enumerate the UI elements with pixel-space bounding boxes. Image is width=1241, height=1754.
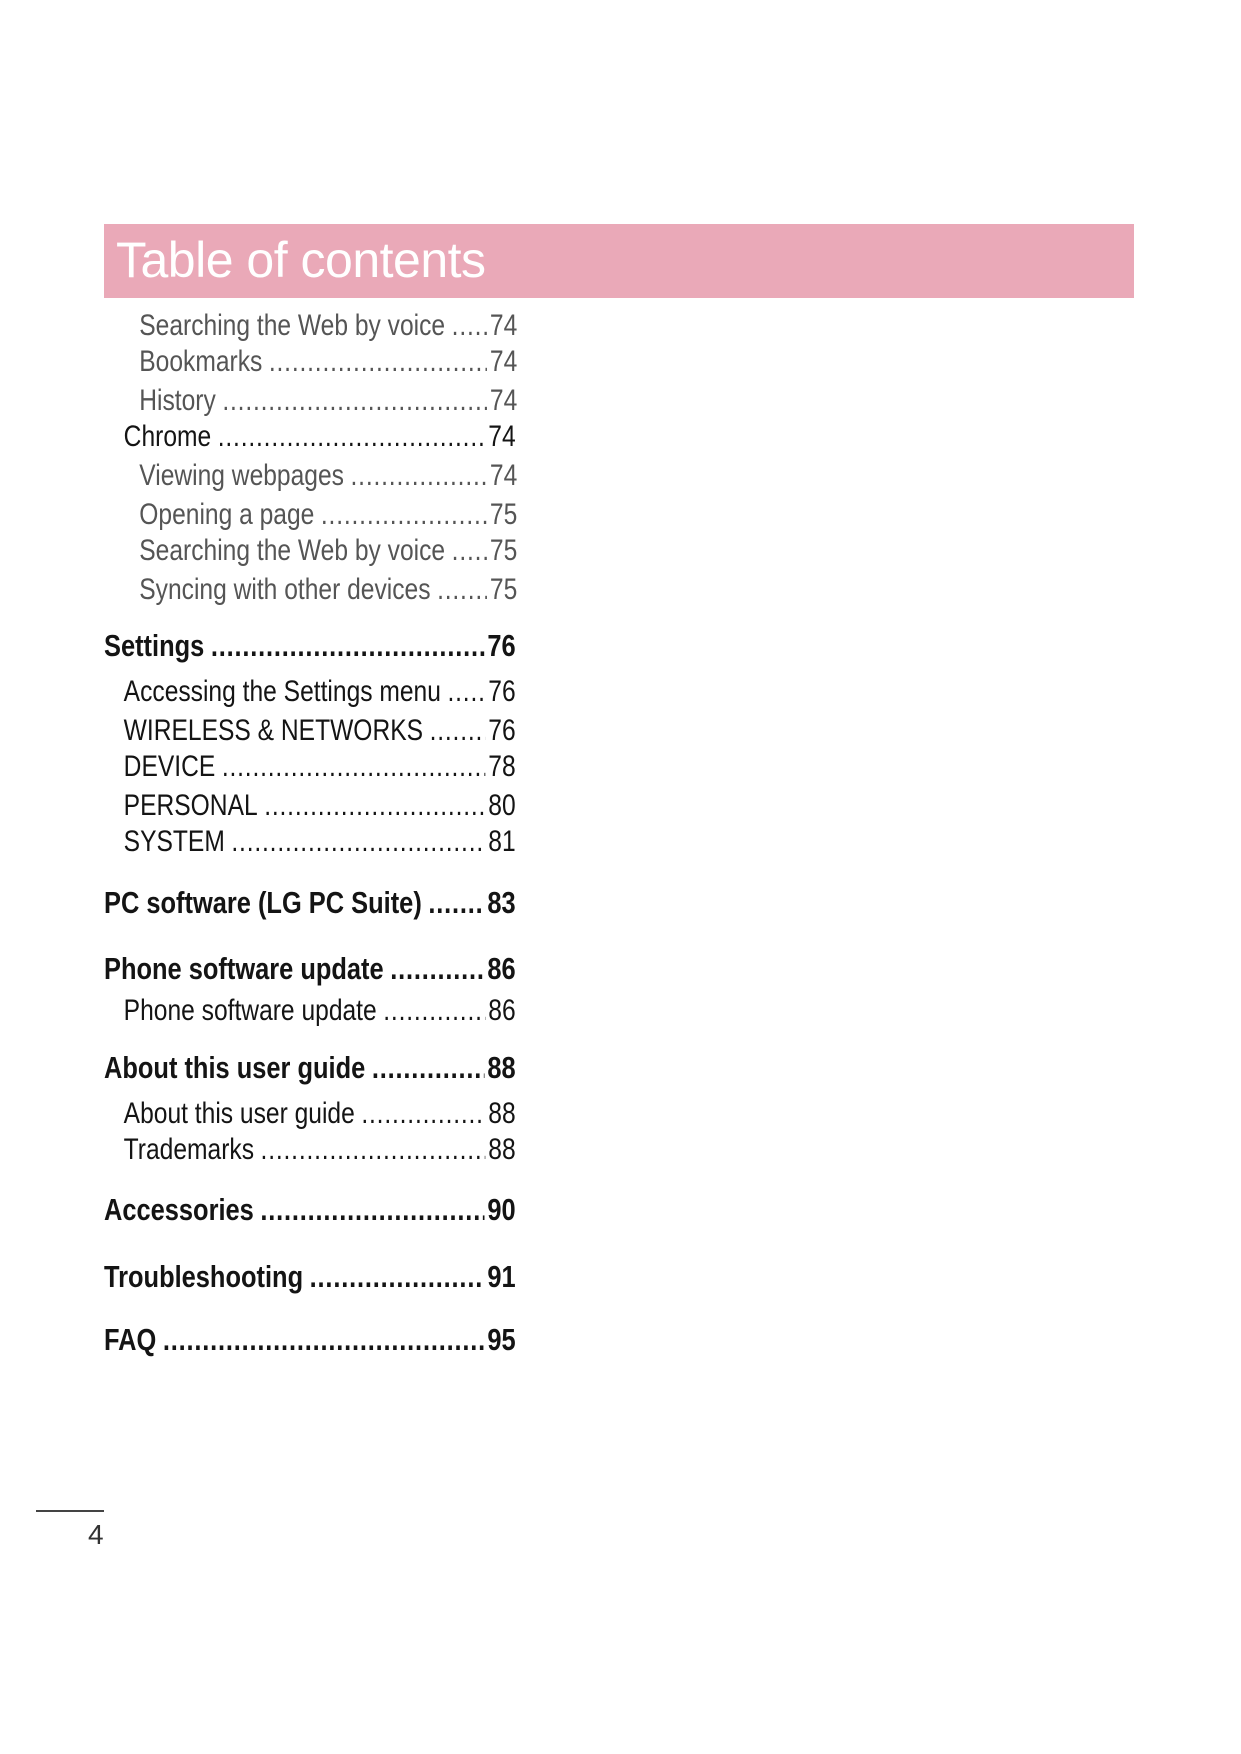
toc-entry-page: 88 bbox=[487, 1050, 516, 1085]
toc-entry-searching-web-voice[interactable] bbox=[104, 307, 517, 345]
toc-entry-title: PC software (LG PC Suite) bbox=[104, 885, 422, 920]
toc-entry-page: 95 bbox=[487, 1322, 516, 1357]
toc-entry-viewing-webpages[interactable] bbox=[104, 457, 517, 495]
toc-header-bar bbox=[104, 224, 1134, 298]
toc-entry-page: 88 bbox=[488, 1133, 516, 1166]
toc-entry-page: 81 bbox=[488, 825, 516, 858]
toc-entry-phone-software-update[interactable] bbox=[104, 992, 516, 1030]
toc-section-pc-software[interactable] bbox=[104, 884, 516, 922]
toc-entry-title: Phone software update bbox=[123, 994, 377, 1027]
toc-section-about-user-guide[interactable] bbox=[104, 1049, 516, 1087]
toc-entry-chrome[interactable] bbox=[104, 418, 516, 456]
toc-entry-page: 75 bbox=[489, 573, 518, 606]
toc-entry-page: 74 bbox=[489, 384, 518, 417]
toc-entry-page: 91 bbox=[487, 1259, 516, 1294]
toc-entry-page: 75 bbox=[489, 498, 518, 531]
toc-section-faq[interactable] bbox=[104, 1321, 516, 1359]
toc-entry-title: DEVICE bbox=[123, 750, 216, 783]
toc-entry-page: 86 bbox=[488, 994, 516, 1027]
toc-section-phone-software-update[interactable] bbox=[104, 950, 516, 988]
toc-entry-title: Settings bbox=[104, 628, 205, 663]
toc-entry-title: Syncing with other devices bbox=[139, 573, 431, 606]
toc-entry-title: SYSTEM bbox=[123, 825, 225, 858]
toc-entry-page: 76 bbox=[487, 628, 516, 663]
toc-entry-page: 75 bbox=[489, 534, 518, 567]
toc-entry-title: Searching the Web by voice bbox=[139, 309, 446, 342]
page-number: 4 bbox=[88, 1519, 104, 1550]
toc-entry-syncing-devices[interactable] bbox=[104, 571, 517, 609]
toc-entry-title: Accessing the Settings menu bbox=[123, 675, 441, 708]
toc-entry-page: 78 bbox=[488, 750, 516, 783]
toc-entry-page: 74 bbox=[489, 309, 518, 342]
toc-entry-about-user-guide[interactable] bbox=[104, 1095, 516, 1133]
toc-entry-history[interactable] bbox=[104, 382, 517, 420]
toc-entry-opening-page[interactable] bbox=[104, 496, 517, 534]
toc-entry-title: Bookmarks bbox=[139, 345, 263, 378]
toc-entry-page: 74 bbox=[488, 420, 516, 453]
toc-entry-personal[interactable] bbox=[104, 787, 516, 825]
footer-divider bbox=[36, 1510, 104, 1512]
toc-entry-title: WIRELESS & NETWORKS bbox=[123, 714, 424, 747]
toc-entry-title: PERSONAL bbox=[123, 789, 258, 822]
toc-entry-page: 76 bbox=[488, 675, 516, 708]
toc-entry-page: 86 bbox=[487, 951, 516, 986]
toc-entry-title: Searching the Web by voice bbox=[139, 534, 446, 567]
toc-entry-title: About this user guide bbox=[104, 1050, 366, 1085]
toc-section-accessories[interactable] bbox=[104, 1191, 516, 1229]
toc-entry-page: 83 bbox=[487, 885, 516, 920]
toc-entry-title: Viewing webpages bbox=[139, 459, 344, 492]
toc-entry-title: Phone software update bbox=[104, 951, 384, 986]
toc-entry-title: Chrome bbox=[123, 420, 212, 453]
toc-entry-title: History bbox=[139, 384, 216, 417]
toc-entry-title: Opening a page bbox=[139, 498, 315, 531]
toc-entry-page: 90 bbox=[487, 1192, 516, 1227]
toc-section-settings[interactable] bbox=[104, 627, 516, 665]
toc-entry-wireless-networks[interactable] bbox=[104, 712, 516, 750]
toc-entry-page: 74 bbox=[489, 459, 518, 492]
toc-entry-page: 88 bbox=[488, 1097, 516, 1130]
toc-entry-bookmarks[interactable] bbox=[104, 343, 517, 381]
toc-entry-title: About this user guide bbox=[123, 1097, 355, 1130]
toc-entry-trademarks[interactable] bbox=[104, 1131, 516, 1169]
toc-entry-page: 76 bbox=[488, 714, 516, 747]
toc-entry-system[interactable] bbox=[104, 823, 516, 861]
toc-entry-page: 74 bbox=[489, 345, 518, 378]
toc-entry-accessing-settings[interactable] bbox=[104, 673, 516, 711]
toc-entry-title: FAQ bbox=[104, 1322, 157, 1357]
toc-entry-page: 80 bbox=[488, 789, 516, 822]
toc-entry-searching-web-voice-chrome[interactable] bbox=[104, 532, 517, 570]
toc-entry-title: Accessories bbox=[104, 1192, 254, 1227]
toc-section-troubleshooting[interactable] bbox=[104, 1258, 516, 1296]
page-title: Table of contents bbox=[116, 232, 486, 288]
toc-entry-title: Troubleshooting bbox=[104, 1259, 304, 1294]
toc-entry-title: Trademarks bbox=[123, 1133, 254, 1166]
toc-entry-device[interactable] bbox=[104, 748, 516, 786]
